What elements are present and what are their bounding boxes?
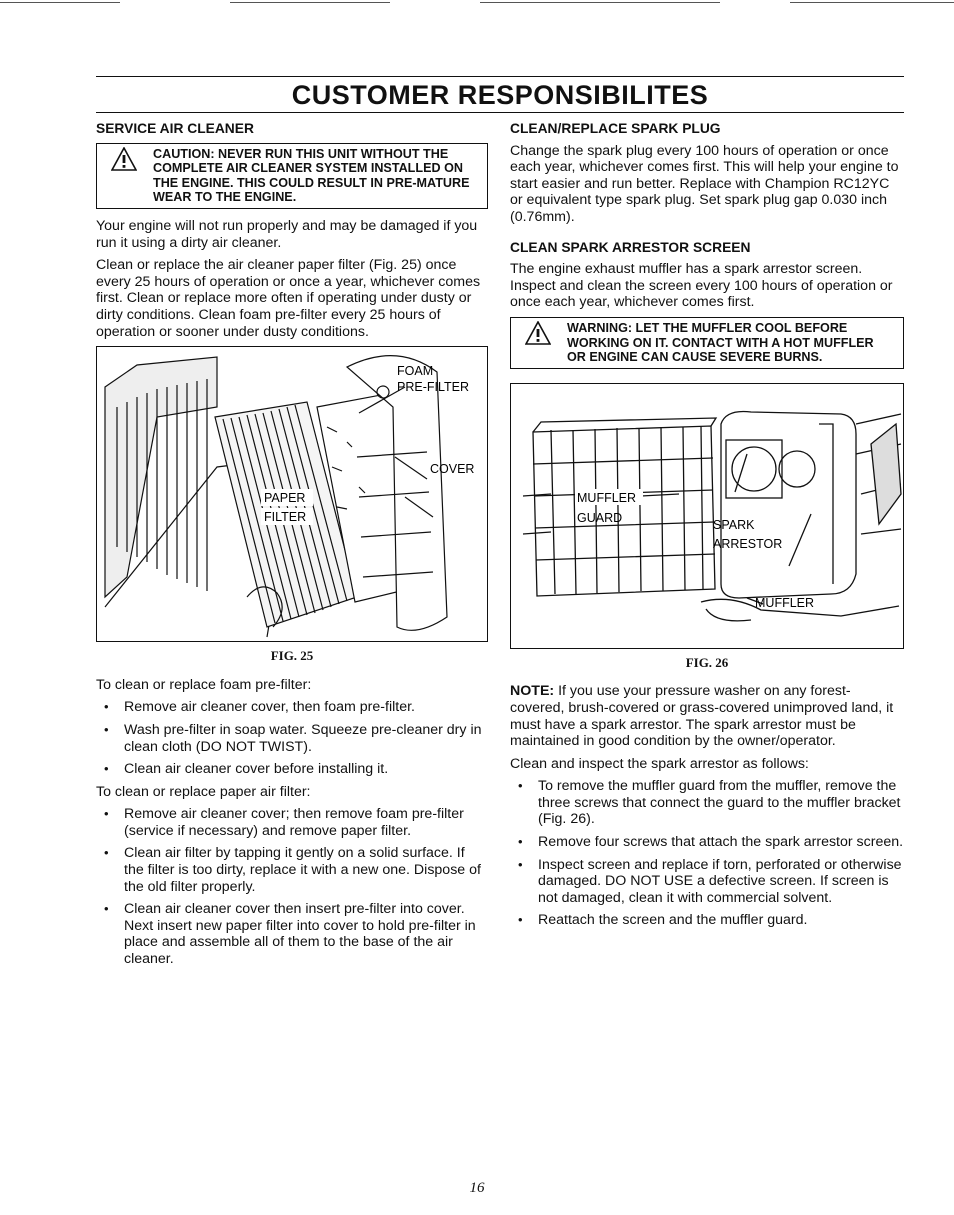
foam-intro: To clean or replace foam pre-filter: — [96, 676, 312, 693]
label-muffler: MUFFLER — [755, 595, 815, 610]
note-paragraph — [510, 683, 904, 749]
caution-text: CAUTION: NEVER RUN THIS UNIT WITHOUT THE COMPLETE AIR CLEANER SYSTEM INSTALLED ON THE ENGINE. THIS COULD RESULT IN PRE-MATURE WEAR TO THE ENGINE. — [153, 146, 470, 205]
list-item: • Remove air cleaner cover, then foam pre-filter. — [96, 699, 488, 716]
figure-26 — [510, 383, 904, 649]
muffler-illustration — [511, 384, 903, 648]
list-item: • Remove four screws that attach the spark arrestor screen. — [510, 834, 904, 851]
title-rule-top — [96, 76, 904, 77]
list-item: • To remove the muffler guard from the muffler, remove the three screws that connect the guard to the muffler bracket (Fig. 26). — [510, 778, 904, 828]
title-rule-bottom — [96, 112, 904, 113]
scan-line — [790, 2, 954, 3]
warning-text: WARNING: LET THE MUFFLER COOL BEFORE WORKING ON IT. CONTACT WITH A HOT MUFFLER OR ENGINE CAN CAUSE SEVERE BURNS. — [567, 320, 874, 365]
list-item: • Inspect screen and replace if torn, perforated or otherwise damaged. DO NOT USE a defective screen. If screen is not damaged, clean it with commercial solvent. — [510, 857, 904, 907]
foam-steps-list — [96, 699, 488, 777]
list-item: • Wash pre-filter in soap water. Squeeze pre-cleaner dry in clean cloth (DO NOT TWIST). — [96, 722, 488, 755]
label-arrestor: ARRESTOR — [713, 536, 783, 551]
note-label: NOTE: — [510, 683, 555, 700]
right-column — [510, 121, 904, 935]
figure-25 — [96, 346, 488, 642]
caution-box — [96, 143, 488, 209]
service-air-cleaner-heading: SERVICE AIR CLEANER — [96, 121, 254, 136]
paragraph: Clean or replace the air cleaner paper filter (Fig. 25) once every 25 hours of operation or once a year, whichever comes first. Clean or replace more often if operating under dusty or dirty conditions. Clean foam pre-filter every 25 hours of operation or sooner under dusty conditions. — [96, 257, 481, 340]
list-item: • Reattach the screen and the muffler guard. — [510, 912, 904, 929]
list-item: • Clean air cleaner cover before installing it. — [96, 761, 488, 778]
scan-line — [230, 2, 390, 3]
paragraph: Your engine will not run properly and may be damaged if you run it using a dirty air cleaner. — [96, 217, 478, 251]
list-item: • Clean air cleaner cover then insert pre-filter into cover. Next insert new paper filter into cover to hold pre-filter in place and assemble all of them to the base of the air cleaner. — [96, 901, 488, 967]
warning-triangle-icon — [111, 147, 137, 171]
label-spark: SPARK — [713, 517, 755, 532]
page-number: 16 — [469, 1180, 485, 1196]
paper-intro: To clean or replace paper air filter: — [96, 783, 311, 800]
label-filter: FILTER — [264, 510, 307, 525]
scan-line — [0, 2, 120, 3]
label-prefilter: PRE-FILTER — [397, 380, 469, 395]
label-muffler-guard-1: MUFFLER — [577, 490, 637, 505]
label-foam: FOAM — [397, 364, 434, 379]
label-muffler-guard-2: GUARD — [577, 510, 623, 525]
warning-triangle-icon — [525, 321, 551, 345]
paper-steps-list — [96, 806, 488, 967]
figure-25-caption: FIG. 25 — [270, 648, 314, 664]
label-cover: COVER — [430, 462, 475, 477]
air-cleaner-illustration — [97, 347, 487, 641]
list-item: • Clean air filter by tapping it gently on a solid surface. If the filter is too dirty, replace it with a new one. Dispose of the old filter properly. — [96, 845, 488, 895]
scan-line — [480, 2, 720, 3]
note-text: If you use your pressure washer on any forest-covered, brush-covered or grass-covered unimproved land, it must have a spark arrestor. The spark arrestor must be maintained in good condition by the owner/operator. — [510, 683, 894, 750]
warning-box — [510, 317, 904, 369]
arrestor-steps-list — [510, 778, 904, 929]
spark-arrestor-heading: CLEAN SPARK ARRESTOR SCREEN — [510, 239, 751, 255]
paragraph: Change the spark plug every 100 hours of operation or once each year, whichever comes first. This will help your engine to start easier and run better. Replace with Champion RC12YC or equivalent type spark plug. Set spark plug gap 0.030 inch (0.76mm). — [510, 142, 899, 225]
label-paper: PAPER — [264, 491, 306, 506]
steps-intro: Clean and inspect the spark arrestor as follows: — [510, 755, 809, 772]
spark-plug-heading: CLEAN/REPLACE SPARK PLUG — [510, 121, 721, 136]
paragraph: The engine exhaust muffler has a spark arrestor screen. Inspect and clean the screen every 100 hours of operation or once each year, whichever comes first. — [510, 261, 893, 311]
left-column — [96, 121, 488, 974]
list-item: • Remove air cleaner cover; then remove foam pre-filter (service if necessary) and remove paper filter. — [96, 806, 488, 839]
page-title: CUSTOMER RESPONSIBILITES — [291, 80, 709, 110]
figure-26-caption: FIG. 26 — [685, 654, 729, 670]
